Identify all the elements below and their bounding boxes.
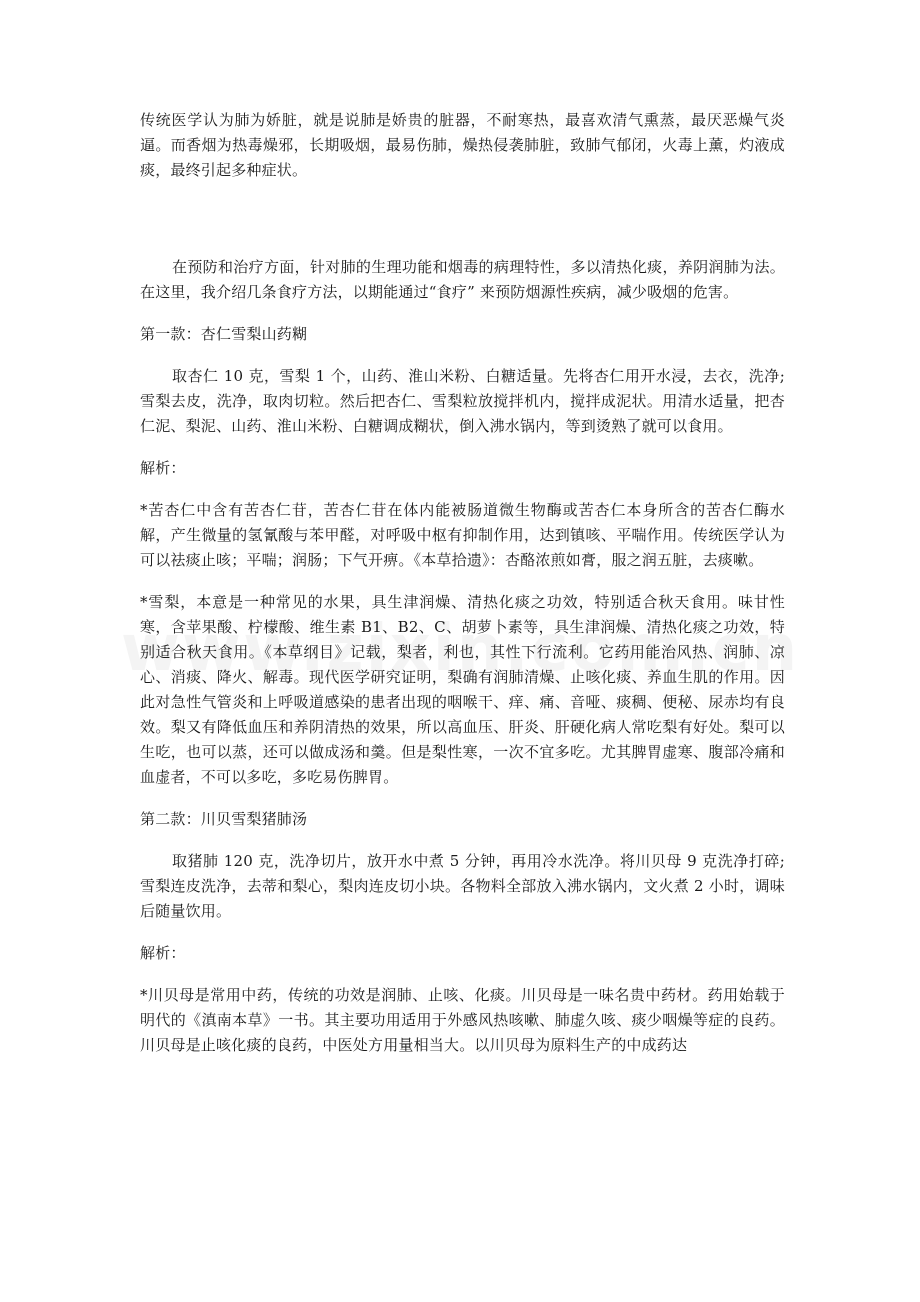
recipe-1-method: 取杏仁 10 克，雪梨 1 个，山药、淮山米粉、白糖适量。先将杏仁用开水浸，去衣，洗净;雪梨去皮，洗净，取肉切粒。然后把杏仁、雪梨粒放搅拌机内，搅拌成泥状。用清水适量，把杏仁泥、梨泥、山药、淮山米粉、白糖调成糊状，倒入沸水锅内，等到烫熟了就可以食用。 [140,367,785,435]
intro-paragraph: 传统医学认为肺为娇脏，就是说肺是娇贵的脏器，不耐寒热，最喜欢清气熏蒸，最厌恶燥气炎逼。而香烟为热毒燥邪，长期吸烟，最易伤肺，燥热侵袭肺脏，致肺气郁闭，火毒上薰，灼液成痰，最终引起多种症状。 [140,111,785,179]
recipe-1-heading: 第一款：杏仁雪梨山药糊 [140,325,308,343]
analysis-2-fritillaria: *川贝母是常用中药，传统的功效是润肺、止咳、化痰。川贝母是一味名贵中药材。药用始载于明代的《滇南本草》一书。其主要功用适用于外感风热咳嗽、肺虚久咳、痰少咽燥等症的良药。川贝母是止咳化痰的良药，中医处方用量相当大。以川贝母为原料生产的中成药达 [140,986,785,1054]
prevention-paragraph: 在预防和治疗方面，针对肺的生理功能和烟毒的病理特性，多以清热化痰，养阴润肺为法。在这里，我介绍几条食疗方法，以期能通过“食疗” 来预防烟源性疾病，减少吸烟的危害。 [140,258,785,301]
document-body [140,108,785,1058]
analysis-2-label: 解析： [140,944,186,962]
analysis-1-label: 解析： [140,459,186,477]
analysis-1-almond: *苦杏仁中含有苦杏仁苷，苦杏仁苷在体内能被肠道微生物酶或苦杏仁本身所含的苦杏仁酶水解，产生微量的氢氰酸与苯甲醛，对呼吸中枢有抑制作用，达到镇咳、平喘作用。传统医学认为可以祛痰止咳；平喘；润肠；下气开痹。《本草拾遗》：杏酪浓煎如膏，服之润五脏，去痰嗽。 [140,501,785,569]
recipe-2-method: 取猪肺 120 克，洗净切片，放开水中煮 5 分钟，再用冷水洗净。将川贝母 9 克洗净打碎;雪梨连皮洗净，去蒂和梨心，梨肉连皮切小块。各物料全部放入沸水锅内，文火煮 2 小时，调味后随量饮用。 [140,852,785,920]
recipe-2-heading: 第二款：川贝雪梨猪肺汤 [140,810,308,828]
analysis-1-pear: *雪梨，本意是一种常见的水果，具生津润燥、清热化痰之功效，特别适合秋天食用。味甘性寒，含苹果酸、柠檬酸、维生素 B1、B2、C、胡萝卜素等，具生津润燥、清热化痰之功效，特别适合秋天食用。《本草纲目》记载，梨者，利也，其性下行流利。它药用能治风热、润肺、凉心、消痰、降火、解毒。现代医学研究证明，梨确有润肺清燥、止咳化痰、养血生肌的作用。因此对急性气管炎和上呼吸道感染的患者出现的咽喉干、痒、痛、音哑、痰稠、便秘、尿赤均有良效。梨又有降低血压和养阴清热的效果，所以高血压、肝炎、肝硬化病人常吃梨有好处。梨可以生吃，也可以蒸，还可以做成汤和羹。但是梨性寒，一次不宜多吃。尤其脾胃虚寒、腹部冷痛和血虚者，不可以多吃，多吃易伤脾胃。 [140,593,785,786]
